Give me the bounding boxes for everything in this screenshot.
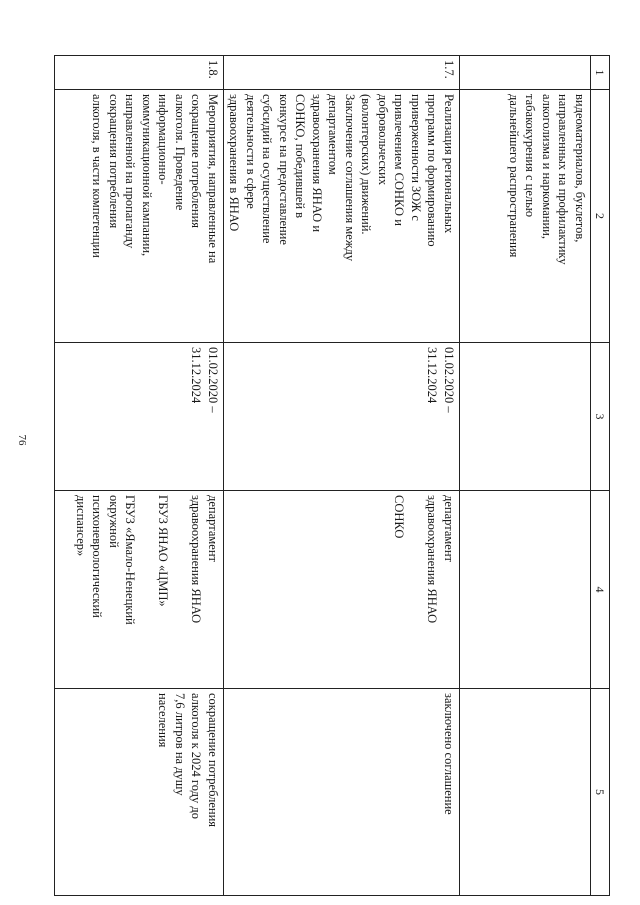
- result-cell: заключено соглашение: [224, 689, 460, 896]
- period-cell: [460, 343, 591, 491]
- row-number: 1.7.: [224, 56, 460, 90]
- column-header: 5: [591, 689, 610, 896]
- result-cell: сокращение потребления алкоголя к 2024 году до 7,6 литров на душу населения: [55, 689, 224, 896]
- period-cell: 01.02.2020 – 31.12.2024: [224, 343, 460, 491]
- row-number: [460, 56, 591, 90]
- column-header: 1: [591, 56, 610, 90]
- executor-cell: департамент здравоохранения ЯНАО СОНКО: [224, 491, 460, 689]
- table-row: [224, 56, 460, 896]
- page-number: 76: [16, 434, 28, 446]
- event-description: видеоматериалов, буклетов, направленных на профилактику алкоголизма и наркомании, табакокурения с целью дальнейшего распространения: [460, 90, 591, 343]
- column-header: 2: [591, 90, 610, 343]
- table-row: [460, 56, 591, 896]
- executor-cell: департамент здравоохранения ЯНАО ГБУЗ ЯНАО «ЦМП» ГБУЗ «Ямало-Ненецкий окружной психоневрологический диспансер»: [55, 491, 224, 689]
- column-header: 3: [591, 343, 610, 491]
- table-row: [55, 56, 224, 896]
- event-description: Мероприятия, направленные на сокращение потребления алкоголя. Проведение информационно- коммуникационной кампании, направленной на пропаганду сокращения потребления алкоголя, в части компетенции: [55, 90, 224, 343]
- event-description: Реализация региональных программ по формированию приверженности ЗОЖ с привлечением СОНКО и добровольческих (волонтерских) движений. Заключение соглашения между департаментом здравоохранения ЯНАО и СОНКО, победившей в конкурсе на предоставление субсидий на осуществление деятельности в сфере здравоохранения в ЯНАО: [224, 90, 460, 343]
- executor-cell: [460, 491, 591, 689]
- column-header: 4: [591, 491, 610, 689]
- plan-table: [54, 55, 610, 896]
- result-cell: [460, 689, 591, 896]
- period-cell: 01.02.2020 – 31.12.2024: [55, 343, 224, 491]
- table-header-row: [591, 56, 610, 896]
- row-number: 1.8.: [55, 56, 224, 90]
- rotated-table-container: [74, 55, 610, 895]
